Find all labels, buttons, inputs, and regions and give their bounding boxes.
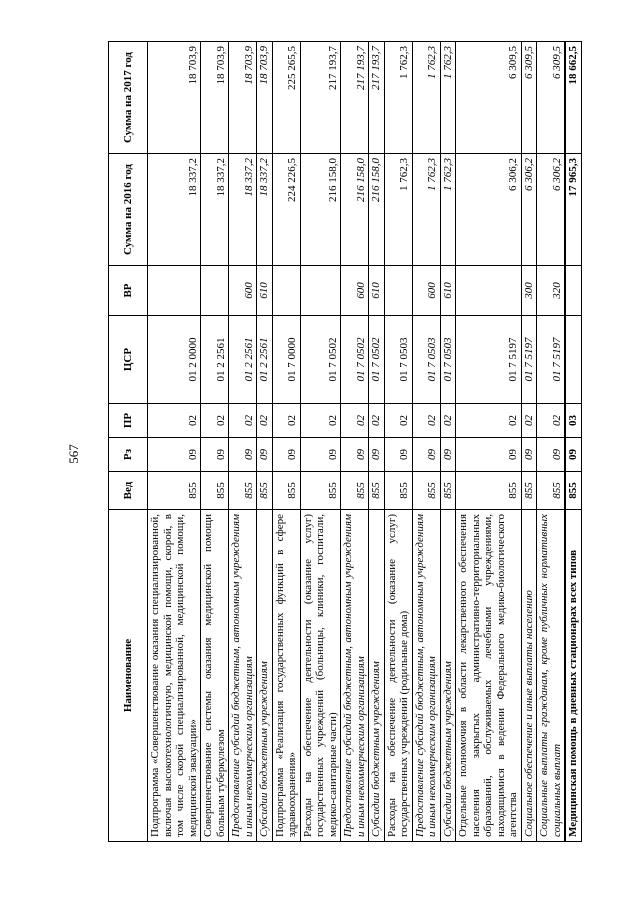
row-csr: 01 2 0000 (148, 316, 201, 404)
row-pr: 02 (384, 404, 412, 438)
row-ved: 855 (412, 472, 440, 510)
row-vr: 600 (341, 266, 369, 316)
page-number: 567 (66, 444, 81, 464)
row-csr: 01 7 0502 (300, 316, 341, 404)
header-pr: ПР (109, 404, 148, 438)
row-vr: 610 (257, 266, 273, 316)
row-name: Отдельные полномочия в области лекарственного обеспечения населения закрытых административно-территориальных образований, обслуживаемых лечебными учреждениями, находящимися в ведении Федерального медико-биологического агентства (456, 510, 522, 842)
row-ved: 855 (456, 472, 522, 510)
table-row (521, 42, 537, 842)
row-sum-2017: 6 309,5 (456, 42, 522, 154)
row-rz: 09 (201, 438, 229, 472)
table-row (565, 42, 581, 842)
row-pr: 02 (456, 404, 522, 438)
row-pr: 02 (272, 404, 300, 438)
table-body (148, 42, 582, 842)
row-ved: 855 (521, 472, 537, 510)
row-sum-2016: 216 158,0 (369, 154, 385, 266)
header-ved: Вед (109, 472, 148, 510)
table-row (148, 42, 201, 842)
row-ved: 855 (201, 472, 229, 510)
row-ved: 855 (440, 472, 456, 510)
row-sum-2016: 1 762,3 (440, 154, 456, 266)
row-sum-2017: 217 193,7 (341, 42, 369, 154)
row-ved: 855 (537, 472, 566, 510)
row-vr: 320 (537, 266, 566, 316)
table-row (384, 42, 412, 842)
header-vr: ВР (109, 266, 148, 316)
row-sum-2017: 18 662,5 (565, 42, 581, 154)
header-sum-2017: Сумма на 2017 год (109, 42, 148, 154)
row-rz: 09 (257, 438, 273, 472)
row-name: Предоставление субсидий бюджетным, автономным учреждениям и иным некоммерческим организациям (341, 510, 369, 842)
row-vr: 600 (229, 266, 257, 316)
row-sum-2017: 18 703,9 (201, 42, 229, 154)
row-name: Субсидии бюджетным учреждениям (440, 510, 456, 842)
row-name: Подпрограмма «Реализация государственных функций в сфере здравоохранения» (272, 510, 300, 842)
row-rz: 09 (456, 438, 522, 472)
row-ved: 855 (148, 472, 201, 510)
row-rz: 09 (440, 438, 456, 472)
row-ved: 855 (369, 472, 385, 510)
budget-table (108, 41, 582, 842)
row-csr: 01 2 2561 (229, 316, 257, 404)
row-name: Социальные выплаты гражданам, кроме публичных нормативных социальных выплат (537, 510, 566, 842)
row-sum-2016: 6 306,2 (537, 154, 566, 266)
row-ved: 855 (229, 472, 257, 510)
row-rz: 09 (537, 438, 566, 472)
row-sum-2017: 18 703,9 (148, 42, 201, 154)
table-row (456, 42, 522, 842)
row-rz: 09 (300, 438, 341, 472)
row-ved: 855 (384, 472, 412, 510)
row-sum-2016: 224 226,5 (272, 154, 300, 266)
row-sum-2017: 18 703,9 (229, 42, 257, 154)
row-csr: 01 7 0503 (412, 316, 440, 404)
row-vr (272, 266, 300, 316)
row-rz: 09 (229, 438, 257, 472)
row-pr: 02 (148, 404, 201, 438)
row-sum-2017: 225 265,5 (272, 42, 300, 154)
header-rz: Рз (109, 438, 148, 472)
row-name: Предоставление субсидий бюджетным, автономным учреждениям и иным некоммерческим организациям (229, 510, 257, 842)
table-row (229, 42, 257, 842)
row-rz: 09 (369, 438, 385, 472)
row-pr: 02 (412, 404, 440, 438)
row-rz: 09 (565, 438, 581, 472)
row-rz: 09 (412, 438, 440, 472)
table-row (537, 42, 566, 842)
header-row (109, 42, 148, 842)
row-pr: 02 (341, 404, 369, 438)
row-ved: 855 (257, 472, 273, 510)
row-pr: 02 (257, 404, 273, 438)
row-name: Подпрограмма «Совершенствование оказания специализированной, включая высокотехнологичную, медицинской помощи, скорой, в том числе скорой специализированной, медицинской помощи, медицинской эвакуации» (148, 510, 201, 842)
header-csr: ЦСР (109, 316, 148, 404)
row-csr: 01 7 0502 (369, 316, 385, 404)
header-name: Наименование (109, 510, 148, 842)
row-csr: 01 7 0000 (272, 316, 300, 404)
row-pr: 02 (201, 404, 229, 438)
row-sum-2016: 1 762,3 (384, 154, 412, 266)
row-sum-2016: 18 337,2 (201, 154, 229, 266)
row-sum-2016: 6 306,2 (456, 154, 522, 266)
row-name: Субсидии бюджетным учреждениям (369, 510, 385, 842)
row-sum-2016: 18 337,2 (229, 154, 257, 266)
table-row (257, 42, 273, 842)
row-name: Совершенствование системы оказания медицинской помощи больным туберкулезом (201, 510, 229, 842)
row-sum-2017: 6 309,5 (521, 42, 537, 154)
row-sum-2016: 18 337,2 (257, 154, 273, 266)
row-name: Субсидии бюджетным учреждениям (257, 510, 273, 842)
row-vr: 300 (521, 266, 537, 316)
row-csr: 01 2 2561 (257, 316, 273, 404)
row-rz: 09 (272, 438, 300, 472)
row-csr: 01 7 0503 (440, 316, 456, 404)
row-pr: 02 (300, 404, 341, 438)
row-sum-2016: 1 762,3 (412, 154, 440, 266)
row-sum-2017: 6 309,5 (537, 42, 566, 154)
row-csr: 01 2 2561 (201, 316, 229, 404)
row-name: Предоставление субсидий бюджетным, автономным учреждениям и иным некоммерческим организациям (412, 510, 440, 842)
row-csr: 01 7 5197 (456, 316, 522, 404)
row-sum-2017: 217 193,7 (300, 42, 341, 154)
row-sum-2016: 18 337,2 (148, 154, 201, 266)
row-sum-2016: 17 965,3 (565, 154, 581, 266)
row-vr: 600 (412, 266, 440, 316)
table-row (201, 42, 229, 842)
row-ved: 855 (341, 472, 369, 510)
row-rz: 09 (341, 438, 369, 472)
row-sum-2017: 1 762,3 (384, 42, 412, 154)
row-name: Медицинская помощь в дневных стационарах всех типов (565, 510, 581, 842)
rotated-page (108, 42, 579, 842)
row-rz: 09 (148, 438, 201, 472)
row-vr (565, 266, 581, 316)
table-row (440, 42, 456, 842)
row-ved: 855 (300, 472, 341, 510)
row-sum-2017: 217 193,7 (369, 42, 385, 154)
row-rz: 09 (521, 438, 537, 472)
table-row (300, 42, 341, 842)
row-name: Расходы на обеспечение деятельности (оказание услуг) государственных учреждений (больницы, клиники, госпитали, медико-санитарные части) (300, 510, 341, 842)
row-csr: 01 7 5197 (537, 316, 566, 404)
row-vr (456, 266, 522, 316)
row-sum-2017: 1 762,3 (412, 42, 440, 154)
table-row (412, 42, 440, 842)
row-name: Социальное обеспечение и иные выплаты населению (521, 510, 537, 842)
row-sum-2017: 1 762,3 (440, 42, 456, 154)
row-csr: 01 7 0503 (384, 316, 412, 404)
row-vr (201, 266, 229, 316)
header-sum-2016: Сумма на 2016 год (109, 154, 148, 266)
row-vr (300, 266, 341, 316)
row-ved: 855 (272, 472, 300, 510)
row-ved: 855 (565, 472, 581, 510)
row-vr: 610 (369, 266, 385, 316)
table-row (341, 42, 369, 842)
table-row (272, 42, 300, 842)
row-sum-2016: 216 158,0 (300, 154, 341, 266)
row-sum-2016: 6 306,2 (521, 154, 537, 266)
row-sum-2017: 18 703,9 (257, 42, 273, 154)
row-vr (384, 266, 412, 316)
row-csr: 01 7 0502 (341, 316, 369, 404)
row-pr: 02 (521, 404, 537, 438)
row-vr: 610 (440, 266, 456, 316)
row-name: Расходы на обеспечение деятельности (оказание услуг) государственных учреждений (родильные дома) (384, 510, 412, 842)
row-pr: 02 (229, 404, 257, 438)
row-pr: 02 (537, 404, 566, 438)
row-pr: 03 (565, 404, 581, 438)
row-vr (148, 266, 201, 316)
table-row (369, 42, 385, 842)
row-pr: 02 (440, 404, 456, 438)
row-pr: 02 (369, 404, 385, 438)
row-csr (565, 316, 581, 404)
row-sum-2016: 216 158,0 (341, 154, 369, 266)
row-csr: 01 7 5197 (521, 316, 537, 404)
row-rz: 09 (384, 438, 412, 472)
